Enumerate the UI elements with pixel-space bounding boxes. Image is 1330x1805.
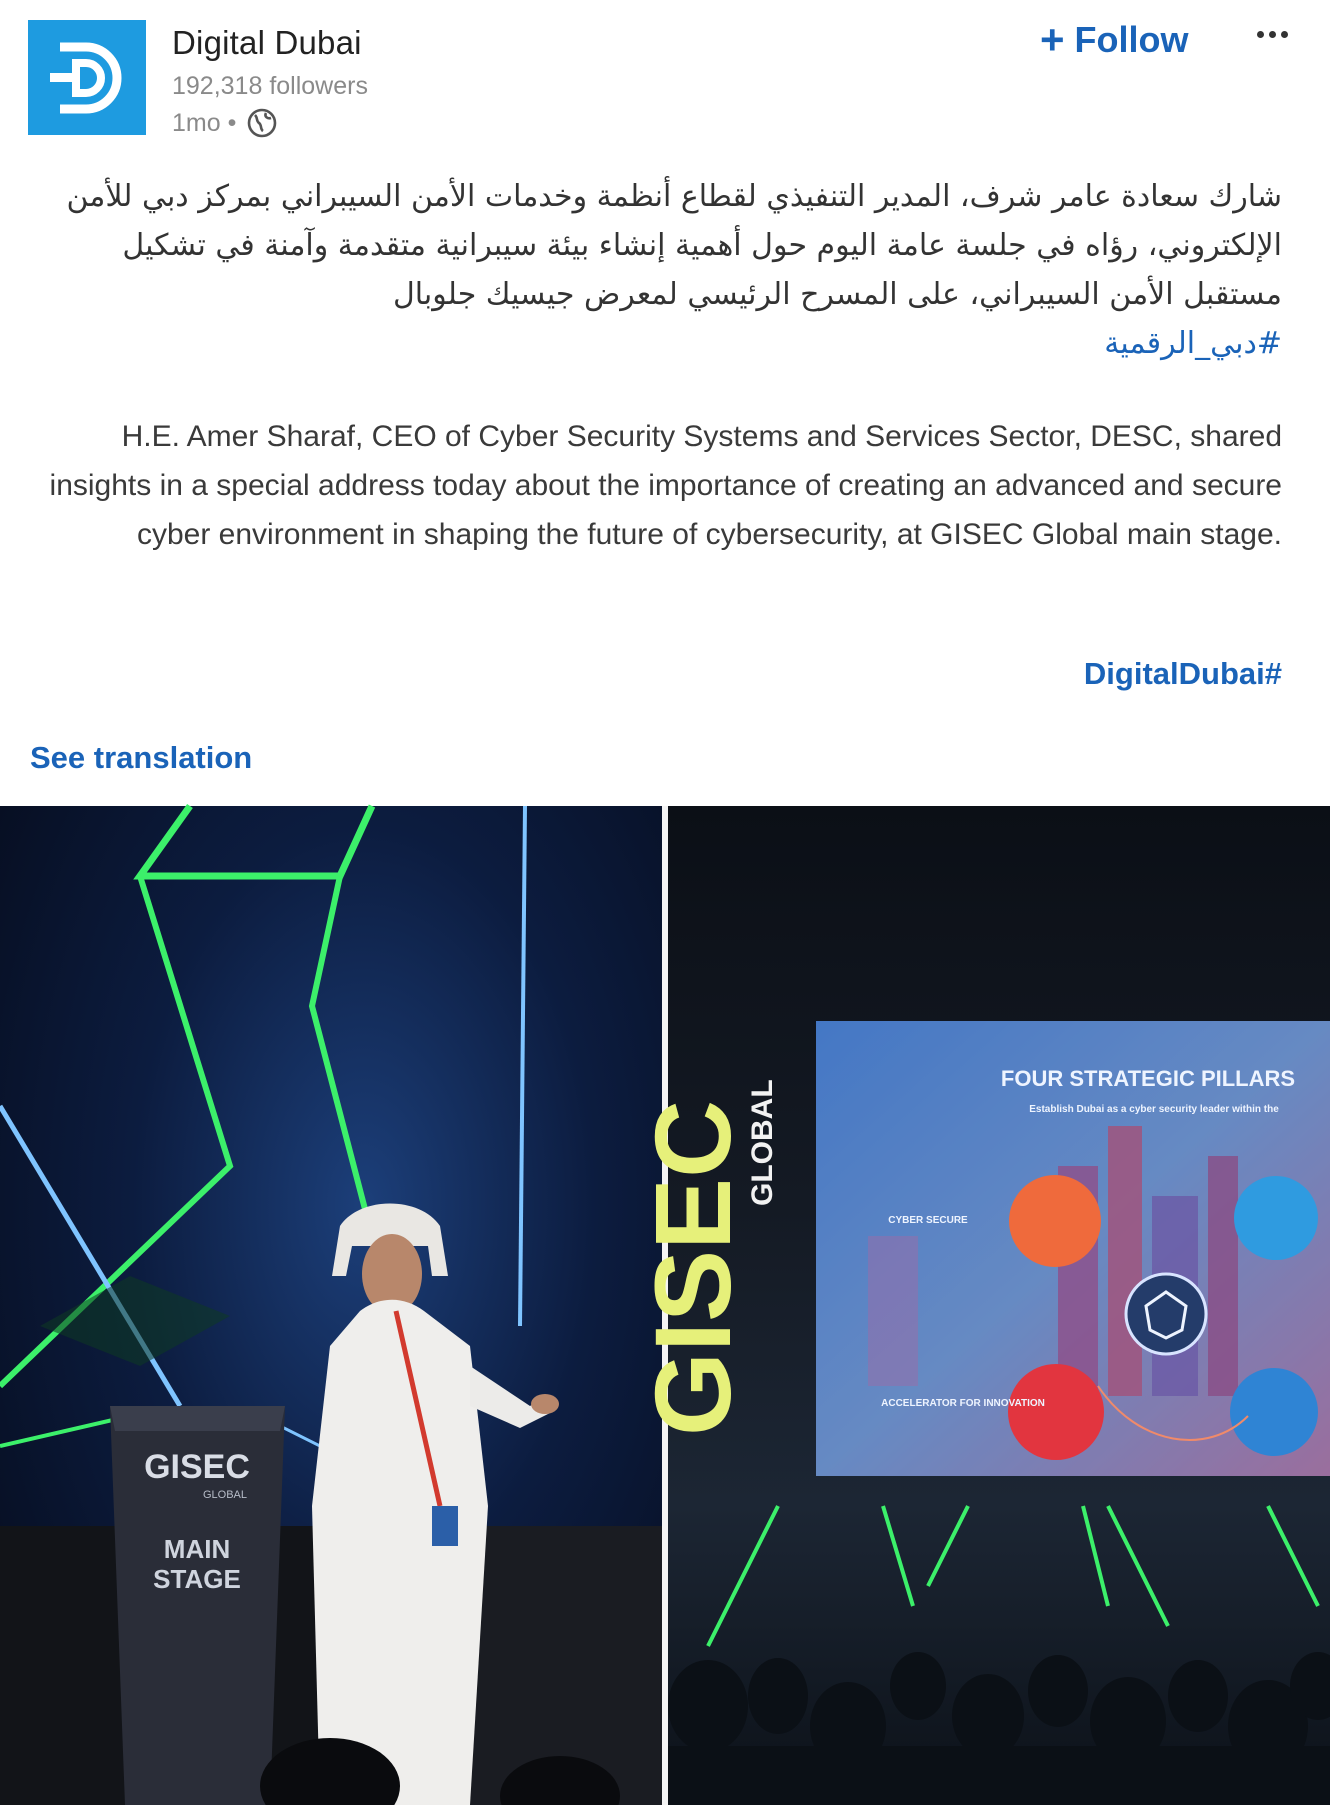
english-caption: H.E. Amer Sharaf, CEO of Cyber Security Systems and Services Sector, DESC, shared insights in a special address today about the importance of creating an advanced and secure cyber environment in shaping the future of cybersecurity, at GISEC Global main stage.	[49, 420, 1282, 551]
podium-line1: MAIN	[163, 1534, 231, 1564]
arabic-hashtag-link[interactable]: #دبي_الرقمية	[1104, 326, 1282, 361]
arabic-caption	[40, 172, 1282, 368]
follow-label: Follow	[1074, 19, 1189, 60]
slide-scene	[632, 806, 1330, 1805]
banner-brand: GISEC	[632, 1099, 753, 1436]
podium-sub: GLOBAL	[202, 1489, 248, 1501]
post-age: 1mo •	[172, 108, 237, 137]
arabic-text: شارك سعادة عامر شرف، المدير التنفيذي لقطاع أنظمة وخدمات الأمن السيبراني بمركز دبي للأمن الإلكتروني، رؤاه في جلسة عامة اليوم حول أهمية إنشاء بيئة سيبرانية متقدمة وآمنة في تشكيل مستقبل الأمن السيبراني، على المسرح الرئيسي لمعرض جيسيك جلوبال	[66, 179, 1282, 312]
follower-count: 192,318 followers	[172, 72, 368, 100]
post-image-speaker[interactable]	[0, 806, 662, 1805]
post-author-block	[172, 24, 368, 139]
plus-icon: +	[1040, 16, 1065, 63]
slide-title: FOUR STRATEGIC PILLARS	[1000, 1066, 1296, 1091]
digital-dubai-logo-icon[interactable]	[28, 20, 146, 135]
speaker-scene	[0, 806, 662, 1805]
slide-label-2: ACCELERATOR FOR INNOVATION	[881, 1398, 1045, 1409]
podium-brand: GISEC	[144, 1448, 250, 1486]
banner-sub: GLOBAL	[746, 1079, 779, 1206]
follow-button[interactable]	[1040, 14, 1189, 66]
globe-icon	[246, 107, 278, 139]
slide-subtitle: Establish Dubai as a cyber security leader within the	[1029, 1104, 1279, 1115]
author-name[interactable]: Digital Dubai	[172, 24, 362, 61]
podium-line2: STAGE	[153, 1564, 241, 1594]
more-icon[interactable]	[1252, 14, 1292, 54]
post-image-slide[interactable]	[632, 806, 1330, 1805]
post-meta	[172, 107, 368, 139]
see-translation-link[interactable]: See translation	[30, 740, 253, 775]
english-hashtag-link[interactable]: DigitalDubai#	[1083, 656, 1282, 691]
slide-label-1: CYBER SECURE	[888, 1215, 968, 1226]
